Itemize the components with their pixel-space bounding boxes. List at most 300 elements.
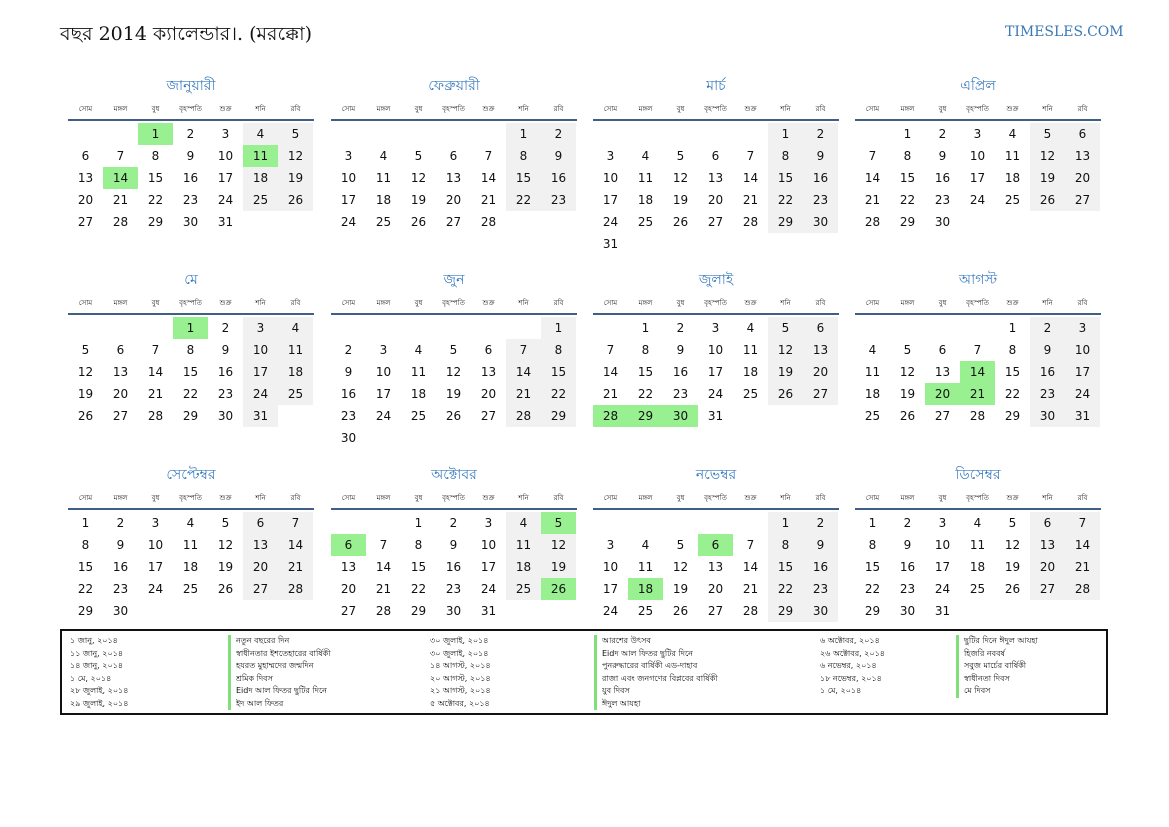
day-cell: 19 bbox=[278, 167, 313, 189]
day-cell: 4 bbox=[973, 516, 982, 530]
day-cell: 2 bbox=[938, 127, 947, 141]
day-cell: 19 bbox=[1030, 167, 1065, 189]
weekday-label: মঙ্গল bbox=[638, 105, 653, 113]
day-cell: 22 bbox=[864, 582, 881, 596]
day-cell: 20 bbox=[707, 193, 724, 207]
day-cell: 19 bbox=[672, 193, 689, 207]
day-cell: 14 bbox=[506, 361, 541, 383]
day-cell: 7 bbox=[116, 149, 125, 163]
day-cell: 16 bbox=[112, 560, 129, 574]
weekday-label: শুক্র bbox=[482, 299, 495, 307]
day-cell: 26 bbox=[1030, 189, 1065, 211]
day-cell: 23 bbox=[672, 387, 689, 401]
day-cell: 14 bbox=[742, 171, 759, 185]
weekday-label: বুধ bbox=[938, 494, 947, 502]
day-cell: 30 bbox=[934, 215, 951, 229]
weekday-label: মঙ্গল bbox=[900, 494, 915, 502]
day-cell: 22 bbox=[768, 189, 803, 211]
day-cell: 24 bbox=[340, 215, 357, 229]
day-cell: 2 bbox=[903, 516, 912, 530]
weekday-label: শুক্র bbox=[482, 105, 495, 113]
day-cell: 15 bbox=[410, 560, 427, 574]
day-cell: 23 bbox=[934, 193, 951, 207]
day-cell: 11 bbox=[375, 171, 392, 185]
weekday-label: বৃহস্পতি bbox=[704, 105, 727, 113]
day-cell: 4 bbox=[278, 317, 313, 339]
day-cell: 2 bbox=[803, 512, 838, 534]
weekday-label: রবি bbox=[815, 494, 826, 502]
day-cell: 18 bbox=[278, 361, 313, 383]
legend-date: ১ মে, ২০১৪ bbox=[820, 686, 862, 695]
day-cell: 31 bbox=[217, 215, 234, 229]
day-cell: 22 bbox=[77, 582, 94, 596]
day-cell: 21 bbox=[375, 582, 392, 596]
day-cell: 6 bbox=[116, 343, 125, 357]
day-cell: 8 bbox=[1008, 343, 1017, 357]
day-cell: 3 bbox=[938, 516, 947, 530]
weekday-label: শনি bbox=[1042, 299, 1053, 307]
day-cell: 16 bbox=[934, 171, 951, 185]
day-cell: 30 bbox=[803, 211, 838, 233]
weekday-label: শুক্র bbox=[219, 105, 232, 113]
legend-holiday: যুব দিবস bbox=[594, 685, 718, 698]
day-cell: 9 bbox=[1030, 339, 1065, 361]
weekday-label: সোম bbox=[865, 494, 880, 502]
day-cell: 31 bbox=[934, 604, 951, 618]
day-cell: 23 bbox=[445, 582, 462, 596]
legend-date: ৬ অক্টোবর, ২০১৪ bbox=[820, 636, 880, 645]
day-cell: 16 bbox=[541, 167, 576, 189]
day-cell: 27 bbox=[1030, 578, 1065, 600]
day-cell: 4 bbox=[379, 149, 388, 163]
day-cell: 27 bbox=[243, 578, 278, 600]
weekday-label: মঙ্গল bbox=[638, 494, 653, 502]
day-cell: 17 bbox=[480, 560, 497, 574]
legend-names bbox=[956, 635, 1038, 698]
site-link[interactable]: TIMESLES.COM bbox=[1005, 24, 1124, 40]
day-cell: 4 bbox=[414, 343, 423, 357]
day-cell: 21 bbox=[742, 582, 759, 596]
weekday-label: বুধ bbox=[676, 494, 685, 502]
day-cell: 20 bbox=[112, 387, 129, 401]
legend-date: ১১ জানু, ২০১৪ bbox=[70, 648, 124, 658]
day-cell: 30 bbox=[899, 604, 916, 618]
legend-holiday: সবুজ মার্চের বার্ষিকী bbox=[956, 660, 1038, 673]
legend-holiday: হিজরি নববর্ষ bbox=[956, 648, 1038, 661]
day-cell: 5 bbox=[449, 343, 458, 357]
day-cell: 22 bbox=[637, 387, 654, 401]
day-cell: 29 bbox=[899, 215, 916, 229]
weekday-label: বুধ bbox=[151, 299, 160, 307]
month-divider bbox=[331, 508, 577, 510]
day-cell: 13 bbox=[77, 171, 94, 185]
legend-date: ১ জানু, ২০১৪ bbox=[70, 636, 118, 645]
day-cell: 27 bbox=[112, 409, 129, 423]
weekday-label: বৃহস্পতি bbox=[179, 299, 202, 307]
month-divider bbox=[855, 313, 1101, 315]
day-cell: 11 bbox=[410, 365, 427, 379]
day-cell: 8 bbox=[81, 538, 90, 552]
day-cell: 7 bbox=[973, 343, 982, 357]
day-cell: 22 bbox=[768, 578, 803, 600]
day-cell: 28 bbox=[112, 215, 129, 229]
day-cell: 11 bbox=[637, 171, 654, 185]
day-cell: 23 bbox=[899, 582, 916, 596]
day-cell: 11 bbox=[969, 538, 986, 552]
day-cell: 29 bbox=[628, 405, 663, 427]
day-cell: 15 bbox=[541, 361, 576, 383]
day-cell: 14 bbox=[960, 361, 995, 383]
weekday-label: রবি bbox=[290, 105, 301, 113]
day-cell: 28 bbox=[278, 578, 313, 600]
weekday-label: বুধ bbox=[151, 494, 160, 502]
day-cell: 17 bbox=[602, 193, 619, 207]
day-cell: 22 bbox=[147, 193, 164, 207]
day-cell: 25 bbox=[375, 215, 392, 229]
weekday-label: শনি bbox=[255, 494, 266, 502]
day-cell: 20 bbox=[925, 383, 960, 405]
weekday-label: শনি bbox=[1042, 105, 1053, 113]
day-cell: 10 bbox=[375, 365, 392, 379]
day-cell: 24 bbox=[602, 215, 619, 229]
day-cell: 16 bbox=[672, 365, 689, 379]
weekday-label: সোম bbox=[78, 299, 93, 307]
day-cell: 1 bbox=[1008, 321, 1017, 335]
day-cell: 25 bbox=[182, 582, 199, 596]
day-cell: 13 bbox=[934, 365, 951, 379]
day-cell: 19 bbox=[410, 193, 427, 207]
day-cell: 21 bbox=[864, 193, 881, 207]
day-cell: 18 bbox=[182, 560, 199, 574]
day-cell: 19 bbox=[445, 387, 462, 401]
day-cell: 14 bbox=[375, 560, 392, 574]
weekday-label: বৃহস্পতি bbox=[179, 494, 202, 502]
day-cell: 23 bbox=[112, 582, 129, 596]
month-divider bbox=[593, 508, 839, 510]
day-cell: 27 bbox=[934, 409, 951, 423]
day-cell: 13 bbox=[243, 534, 278, 556]
legend-date: ২০ আগস্ট, ২০১৪ bbox=[430, 673, 491, 683]
weekday-label: রবি bbox=[1077, 299, 1088, 307]
day-cell: 10 bbox=[1065, 339, 1100, 361]
weekday-label: সোম bbox=[78, 494, 93, 502]
day-cell: 8 bbox=[414, 538, 423, 552]
day-cell: 13 bbox=[707, 171, 724, 185]
month-title: ফেব্রুয়ারী bbox=[428, 78, 480, 94]
day-cell: 19 bbox=[541, 556, 576, 578]
day-cell: 14 bbox=[103, 167, 138, 189]
day-cell: 15 bbox=[899, 171, 916, 185]
day-cell: 5 bbox=[221, 516, 230, 530]
day-cell: 13 bbox=[707, 560, 724, 574]
legend-dates bbox=[820, 635, 885, 698]
weekday-label: শনি bbox=[780, 494, 791, 502]
day-cell: 17 bbox=[707, 365, 724, 379]
day-cell: 5 bbox=[81, 343, 90, 357]
day-cell: 23 bbox=[340, 409, 357, 423]
day-cell: 22 bbox=[182, 387, 199, 401]
day-cell: 29 bbox=[768, 600, 803, 622]
weekday-label: রবি bbox=[290, 494, 301, 502]
day-cell: 3 bbox=[221, 127, 230, 141]
weekday-label: বুধ bbox=[414, 105, 423, 113]
day-cell: 2 bbox=[676, 321, 685, 335]
day-cell: 21 bbox=[960, 383, 995, 405]
day-cell: 26 bbox=[445, 409, 462, 423]
weekday-label: বৃহস্পতি bbox=[442, 494, 465, 502]
day-cell: 19 bbox=[672, 582, 689, 596]
day-cell: 19 bbox=[1004, 560, 1021, 574]
day-cell: 16 bbox=[803, 167, 838, 189]
weekday-label: বৃহস্পতি bbox=[442, 299, 465, 307]
day-cell: 24 bbox=[217, 193, 234, 207]
legend-date: ১৪ আগস্ট, ২০১৪ bbox=[430, 661, 491, 670]
day-cell: 3 bbox=[243, 317, 278, 339]
weekday-label: সোম bbox=[865, 105, 880, 113]
day-cell: 12 bbox=[672, 560, 689, 574]
day-cell: 10 bbox=[243, 339, 278, 361]
weekday-label: শুক্র bbox=[1006, 299, 1019, 307]
day-cell: 3 bbox=[1065, 317, 1100, 339]
day-cell: 28 bbox=[480, 215, 497, 229]
day-cell: 28 bbox=[375, 604, 392, 618]
day-cell: 23 bbox=[217, 387, 234, 401]
legend-date: ২১ আগস্ট, ২০১৪ bbox=[430, 686, 491, 695]
day-cell: 11 bbox=[1004, 149, 1021, 163]
day-cell: 6 bbox=[711, 149, 720, 163]
day-cell: 8 bbox=[151, 149, 160, 163]
weekday-label: বুধ bbox=[414, 494, 423, 502]
legend-date: ৫ অক্টোবর, ২০১৪ bbox=[430, 698, 490, 708]
legend-names bbox=[594, 635, 718, 710]
day-cell: 26 bbox=[672, 604, 689, 618]
day-cell: 9 bbox=[541, 145, 576, 167]
day-cell: 19 bbox=[77, 387, 94, 401]
day-cell: 16 bbox=[1030, 361, 1065, 383]
day-cell: 7 bbox=[746, 149, 755, 163]
day-cell: 5 bbox=[1030, 123, 1065, 145]
day-cell: 29 bbox=[1004, 409, 1021, 423]
day-cell: 16 bbox=[803, 556, 838, 578]
legend-holiday: রাজা এবং জনগণের বিপ্লবের বার্ষিকী bbox=[594, 673, 718, 686]
day-cell: 26 bbox=[899, 409, 916, 423]
weekday-label: বুধ bbox=[676, 105, 685, 113]
legend-dates bbox=[430, 635, 491, 710]
legend-holiday: স্বাধীনতার ইশতেহারের বার্ষিকী bbox=[228, 648, 331, 661]
legend-date: ১৮ নভেম্বর, ২০১৪ bbox=[820, 673, 882, 683]
day-cell: 13 bbox=[1030, 534, 1065, 556]
weekday-label: শনি bbox=[255, 299, 266, 307]
weekday-label: শনি bbox=[780, 105, 791, 113]
day-cell: 10 bbox=[217, 149, 234, 163]
day-cell: 1 bbox=[138, 123, 173, 145]
day-cell: 30 bbox=[217, 409, 234, 423]
month-divider bbox=[331, 313, 577, 315]
month-divider bbox=[855, 119, 1101, 121]
day-cell: 30 bbox=[445, 604, 462, 618]
day-cell: 21 bbox=[112, 193, 129, 207]
month-title: এপ্রিল bbox=[960, 78, 996, 94]
legend-holiday: Eidদ আল ফিতর ছুটির দিনে bbox=[228, 685, 331, 698]
legend-names bbox=[228, 635, 331, 710]
day-cell: 20 bbox=[480, 387, 497, 401]
holiday-legend bbox=[60, 629, 1108, 715]
weekday-label: সোম bbox=[603, 494, 618, 502]
day-cell: 30 bbox=[112, 604, 129, 618]
day-cell: 5 bbox=[541, 512, 576, 534]
day-cell: 3 bbox=[151, 516, 160, 530]
weekday-label: সোম bbox=[603, 299, 618, 307]
day-cell: 8 bbox=[541, 339, 576, 361]
day-cell: 2 bbox=[541, 123, 576, 145]
day-cell: 18 bbox=[410, 387, 427, 401]
day-cell: 8 bbox=[903, 149, 912, 163]
day-cell: 16 bbox=[445, 560, 462, 574]
day-cell: 1 bbox=[903, 127, 912, 141]
day-cell: 14 bbox=[1065, 534, 1100, 556]
weekday-label: শনি bbox=[518, 494, 529, 502]
day-cell: 9 bbox=[903, 538, 912, 552]
weekday-label: বৃহস্পতি bbox=[966, 105, 989, 113]
day-cell: 26 bbox=[768, 383, 803, 405]
day-cell: 27 bbox=[707, 604, 724, 618]
day-cell: 20 bbox=[1030, 556, 1065, 578]
day-cell: 12 bbox=[672, 171, 689, 185]
weekday-label: মঙ্গল bbox=[113, 299, 128, 307]
day-cell: 1 bbox=[81, 516, 90, 530]
day-cell: 25 bbox=[637, 215, 654, 229]
day-cell: 7 bbox=[379, 538, 388, 552]
day-cell: 18 bbox=[637, 193, 654, 207]
day-cell: 11 bbox=[243, 145, 278, 167]
day-cell: 24 bbox=[602, 604, 619, 618]
day-cell: 20 bbox=[243, 556, 278, 578]
weekday-label: মঙ্গল bbox=[638, 299, 653, 307]
day-cell: 24 bbox=[969, 193, 986, 207]
day-cell: 17 bbox=[934, 560, 951, 574]
day-cell: 7 bbox=[606, 343, 615, 357]
weekday-label: শুক্র bbox=[744, 494, 757, 502]
day-cell: 5 bbox=[278, 123, 313, 145]
day-cell: 12 bbox=[899, 365, 916, 379]
day-cell: 11 bbox=[182, 538, 199, 552]
weekday-label: সোম bbox=[865, 299, 880, 307]
day-cell: 21 bbox=[1065, 556, 1100, 578]
day-cell: 26 bbox=[672, 215, 689, 229]
day-cell: 17 bbox=[602, 582, 619, 596]
legend-holiday: ঈদুল আযহা bbox=[594, 698, 718, 711]
day-cell: 4 bbox=[868, 343, 877, 357]
month-title: নভেম্বর bbox=[695, 467, 737, 483]
day-cell: 27 bbox=[707, 215, 724, 229]
weekday-label: সোম bbox=[603, 105, 618, 113]
day-cell: 27 bbox=[1065, 189, 1100, 211]
month-title: মার্চ bbox=[706, 78, 726, 94]
day-cell: 6 bbox=[243, 512, 278, 534]
month-divider bbox=[331, 119, 577, 121]
weekday-label: রবি bbox=[553, 105, 564, 113]
weekday-label: শুক্র bbox=[1006, 105, 1019, 113]
day-cell: 1 bbox=[768, 512, 803, 534]
day-cell: 12 bbox=[217, 538, 234, 552]
day-cell: 2 bbox=[1030, 317, 1065, 339]
day-cell: 4 bbox=[243, 123, 278, 145]
day-cell: 21 bbox=[742, 193, 759, 207]
day-cell: 17 bbox=[1065, 361, 1100, 383]
legend-holiday: ইদ আল ফিতর bbox=[228, 698, 331, 711]
day-cell: 18 bbox=[243, 167, 278, 189]
day-cell: 17 bbox=[340, 193, 357, 207]
weekday-label: মঙ্গল bbox=[900, 299, 915, 307]
weekday-label: সোম bbox=[341, 494, 356, 502]
day-cell: 6 bbox=[698, 534, 733, 556]
legend-date: ২৬ অক্টোবর, ২০১৪ bbox=[820, 648, 885, 658]
month-title: ডিসেম্বর bbox=[955, 467, 1001, 483]
day-cell: 26 bbox=[217, 582, 234, 596]
page-title: বছর 2014 ক্যালেন্ডার।. (মরক্কো) bbox=[60, 23, 313, 45]
day-cell: 30 bbox=[182, 215, 199, 229]
day-cell: 27 bbox=[480, 409, 497, 423]
weekday-label: রবি bbox=[290, 299, 301, 307]
day-cell: 7 bbox=[506, 339, 541, 361]
day-cell: 13 bbox=[1065, 145, 1100, 167]
legend-holiday: ছুটির দিনে ঈদুল আযহা bbox=[956, 635, 1038, 648]
day-cell: 6 bbox=[449, 149, 458, 163]
day-cell: 18 bbox=[375, 193, 392, 207]
day-cell: 29 bbox=[541, 405, 576, 427]
day-cell: 4 bbox=[1008, 127, 1017, 141]
day-cell: 11 bbox=[742, 343, 759, 357]
day-cell: 23 bbox=[541, 189, 576, 211]
day-cell: 3 bbox=[606, 538, 615, 552]
day-cell: 2 bbox=[449, 516, 458, 530]
day-cell: 5 bbox=[768, 317, 803, 339]
day-cell: 24 bbox=[1065, 383, 1100, 405]
weekday-label: শনি bbox=[255, 105, 266, 113]
day-cell: 21 bbox=[602, 387, 619, 401]
day-cell: 6 bbox=[484, 343, 493, 357]
month-divider bbox=[68, 119, 314, 121]
day-cell: 21 bbox=[147, 387, 164, 401]
day-cell: 28 bbox=[506, 405, 541, 427]
legend-date: ৩০ জুলাই, ২০১৪ bbox=[430, 636, 489, 645]
day-cell: 25 bbox=[278, 383, 313, 405]
weekday-label: শনি bbox=[1042, 494, 1053, 502]
legend-holiday: নতুন বছরের দিন bbox=[228, 635, 331, 648]
weekday-label: রবি bbox=[1077, 105, 1088, 113]
day-cell: 29 bbox=[182, 409, 199, 423]
day-cell: 21 bbox=[480, 193, 497, 207]
month-title: সেপ্টেম্বর bbox=[166, 467, 216, 483]
weekday-label: বুধ bbox=[938, 105, 947, 113]
day-cell: 8 bbox=[186, 343, 195, 357]
day-cell: 9 bbox=[186, 149, 195, 163]
day-cell: 25 bbox=[864, 409, 881, 423]
legend-dates bbox=[70, 635, 128, 710]
day-cell: 31 bbox=[1065, 405, 1100, 427]
day-cell: 8 bbox=[868, 538, 877, 552]
day-cell: 11 bbox=[637, 560, 654, 574]
day-cell: 28 bbox=[147, 409, 164, 423]
day-cell: 15 bbox=[1004, 365, 1021, 379]
day-cell: 22 bbox=[410, 582, 427, 596]
month-divider bbox=[593, 119, 839, 121]
day-cell: 2 bbox=[803, 123, 838, 145]
month-divider bbox=[593, 313, 839, 315]
day-cell: 1 bbox=[506, 123, 541, 145]
day-cell: 10 bbox=[480, 538, 497, 552]
day-cell: 23 bbox=[182, 193, 199, 207]
